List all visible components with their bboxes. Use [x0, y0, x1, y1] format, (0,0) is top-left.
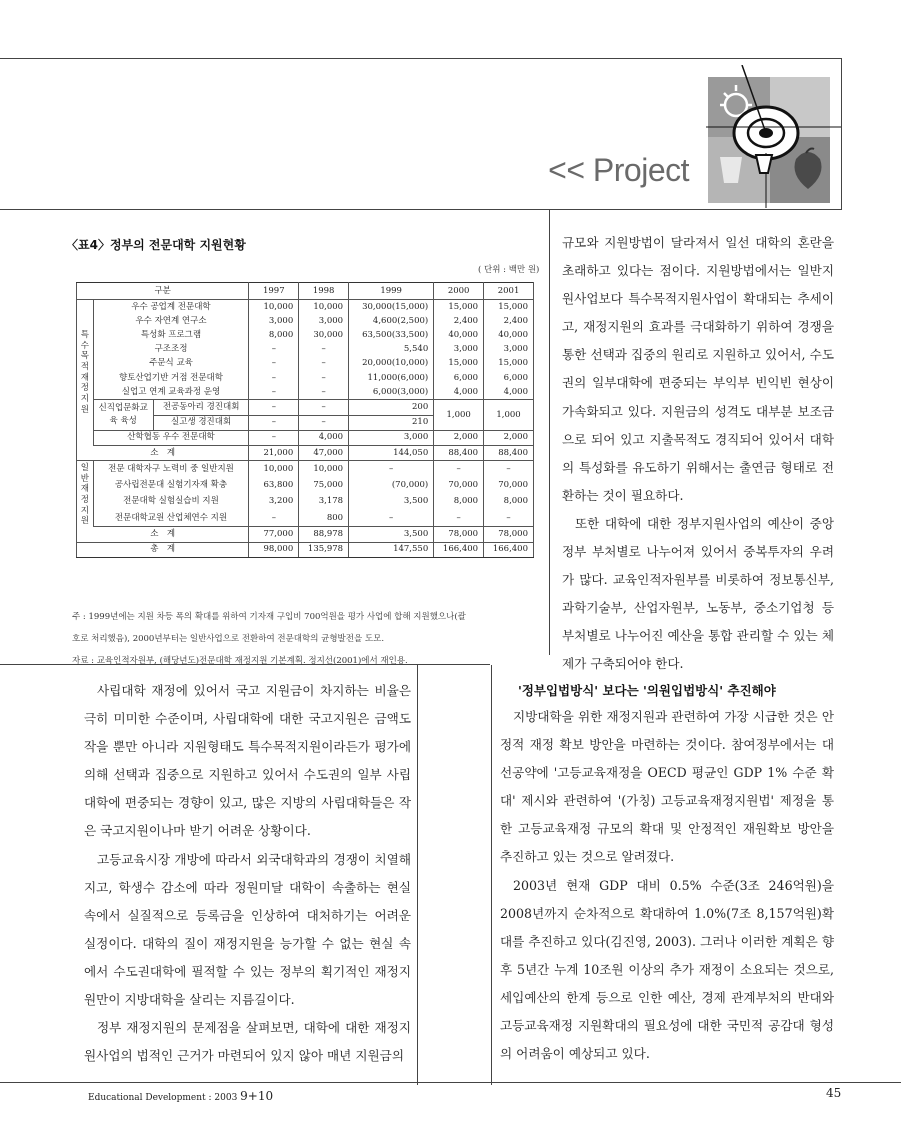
- cell: –: [249, 400, 299, 415]
- table-row: [77, 371, 534, 385]
- cell: 63,500(33,500): [349, 328, 434, 342]
- row-label: 전문대학 실험실습비 지원: [93, 494, 249, 510]
- subtotal-row: [77, 445, 534, 460]
- cell: 3,200: [249, 494, 299, 510]
- table-notes: [72, 606, 542, 672]
- cell: 3,000: [249, 314, 299, 328]
- cell: 3,500: [349, 527, 434, 542]
- cell: (70,000): [349, 477, 434, 493]
- cell: –: [299, 343, 349, 357]
- note-line: 호로 처리했음), 2000년부터는 일반사업으로 전환하여 전문대학의 균형발전을 도모.: [72, 634, 385, 644]
- note-line: 주 : 1999년에는 지원 차등 폭의 확대를 위하여 기자재 구입비 700억원을 평가 사업에 합해 지원했으나(괄: [72, 612, 466, 622]
- cell: 88,400: [484, 445, 534, 460]
- cell: 800: [299, 510, 349, 527]
- col-header-category: 구분: [77, 283, 249, 300]
- cell: –: [249, 415, 299, 430]
- row-label: 우수 자연계 연구소: [93, 314, 249, 328]
- total-row: [77, 542, 534, 557]
- cell: 144,050: [349, 445, 434, 460]
- cell: 70,000: [484, 477, 534, 493]
- row-label: 실고생 경진대회: [153, 415, 249, 430]
- cell: 3,000: [349, 430, 434, 445]
- cell: 200: [349, 400, 434, 415]
- cell: 147,550: [349, 542, 434, 557]
- page-number: 45: [826, 1086, 842, 1100]
- section-subheading: '정부입법방식' 보다는 '의원입법방식' 추진해야: [518, 683, 776, 698]
- subgroup-label: 신직업문화교육 육성: [93, 400, 153, 430]
- footer-journal: [88, 1089, 273, 1103]
- cell: 2,000: [434, 430, 484, 445]
- cell: 47,000: [299, 445, 349, 460]
- top-rule: [0, 58, 842, 59]
- row-label: 전문 대학자구 노력비 중 일반지원: [93, 461, 249, 478]
- cell: 3,000: [299, 314, 349, 328]
- cell: –: [484, 461, 534, 478]
- cell: –: [349, 461, 434, 478]
- right-column-top: [562, 229, 834, 679]
- cell: 10,000: [249, 461, 299, 478]
- cell: –: [249, 510, 299, 527]
- cell: 88,978: [299, 527, 349, 542]
- cell: –: [434, 461, 484, 478]
- cell: 78,000: [484, 527, 534, 542]
- cell: 166,400: [484, 542, 534, 557]
- cell: 30,000(15,000): [349, 300, 434, 315]
- support-table: [76, 282, 534, 558]
- cell: –: [299, 400, 349, 415]
- cell: 40,000: [434, 328, 484, 342]
- cell: 135,978: [299, 542, 349, 557]
- col-header-2000: 2000: [434, 283, 484, 300]
- cell: 166,400: [434, 542, 484, 557]
- table-row: [77, 430, 534, 445]
- table-row: [77, 328, 534, 342]
- cell: 15,000: [484, 300, 534, 315]
- cell: 78,000: [434, 527, 484, 542]
- table-row: [77, 300, 534, 315]
- col-header-1997: 1997: [249, 283, 299, 300]
- cell: 15,000: [434, 300, 484, 315]
- cell: 4,600(2,500): [349, 314, 434, 328]
- row-label: 특성화 프로그램: [93, 328, 249, 342]
- row-label: 전문대학교원 산업체연수 지원: [93, 510, 249, 527]
- group-label-special: 특수목적재정지원: [77, 300, 94, 446]
- column-divider-left: [417, 665, 418, 1085]
- table-caption: 〈표4〉정부의 전문대학 지원현황: [66, 238, 246, 252]
- top-right-border: [841, 58, 842, 210]
- col-header-2001: 2001: [484, 283, 534, 300]
- cell: 3,500: [349, 494, 434, 510]
- project-collage-icon: [706, 65, 841, 208]
- row-label: 소 계: [77, 527, 249, 542]
- cell: 10,000: [299, 300, 349, 315]
- issue-number: 9+10: [240, 1089, 274, 1103]
- paragraph: 또한 대학에 대한 정부지원사업의 예산이 중앙정부 부처별로 나누어져 있어서 중복투자의 우려가 많다. 교육인적자원부를 비롯하여 정보통신부, 과학기술부, 산업자원부, 노동부, 중소기업청 등 부처별로 나누어진 예산을 통합 관리할 수 있는 체제가 구축되어야 한다.: [562, 515, 834, 672]
- paragraph: 지방대학을 위한 재정지원과 관련하여 가장 시급한 것은 안정적 재정 확보 방안을 마련하는 것이다. 참여정부에서는 대선공약에 '고등교육재정을 OECD 평균인 GDP 1% 수준 확대' 제시와 관련하여 '(가칭) 고등교육재정지원법' 제정을 통한 고등교육재정 규모의 확대 및 안정적인 재원확보 방안을 추진하고 있는 것으로 알려졌다.: [500, 709, 834, 865]
- cell: 2,400: [434, 314, 484, 328]
- cell: 10,000: [249, 300, 299, 315]
- cell: 6,000(3,000): [349, 385, 434, 400]
- cell: 30,000: [299, 328, 349, 342]
- cell: –: [484, 510, 534, 527]
- cell: 8,000: [484, 494, 534, 510]
- row-label: 주문식 교육: [93, 357, 249, 371]
- row-label: 소 계: [77, 445, 249, 460]
- cell: 15,000: [484, 357, 534, 371]
- cell: 63,800: [249, 477, 299, 493]
- row-label: 구조조정: [93, 343, 249, 357]
- table-row: [77, 494, 534, 510]
- cell: 75,000: [299, 477, 349, 493]
- group-label-general: 일반재정지원: [77, 461, 94, 527]
- table-row: [77, 385, 534, 400]
- row-label: 향토산업기반 거점 전문대학: [93, 371, 249, 385]
- cell: –: [299, 371, 349, 385]
- cell: 3,000: [434, 343, 484, 357]
- cell: 98,000: [249, 542, 299, 557]
- table-unit: ( 단위 : 백만 원): [478, 265, 540, 275]
- footer-rule: [0, 1082, 901, 1083]
- cell: –: [299, 415, 349, 430]
- cell: 6,000: [434, 371, 484, 385]
- table-row: [77, 357, 534, 371]
- row-label: 전공동아리 경진대회: [153, 400, 249, 415]
- paragraph: 규모와 지원방법이 달라져서 일선 대학의 혼란을 초래하고 있다는 점이다. 지원방법에서는 일반지원사업보다 특수목적지원사업이 확대되는 추세이고, 재정지원의 효과를 극대화하기 위하여 경쟁을 통한 선택과 집중의 원리로 지원하고 있어서, 수도권의 일부대학에 편중되는 부익부 빈익빈 현상이 가속화되고 있다. 지원금의 성격도 대부분 보조금으로 되어 있고 지출목적도 경직되어 있어서 대학의 특성화를 유도하기 위해서는 출연금 형태로 전환하는 것이 필요하다.: [562, 235, 834, 503]
- table-row: [77, 461, 534, 478]
- col-header-1998: 1998: [299, 283, 349, 300]
- cell: –: [249, 430, 299, 445]
- cell: –: [299, 385, 349, 400]
- row-label: 산학협동 우수 전문대학: [93, 430, 249, 445]
- cell: 40,000: [484, 328, 534, 342]
- right-column-bottom: [500, 703, 834, 1068]
- cell: –: [434, 510, 484, 527]
- cell: –: [349, 510, 434, 527]
- row-label: 실업고 연계 교육과정 운영: [93, 385, 249, 400]
- cell-merged-2000: 1,000: [434, 400, 484, 430]
- column-divider-right: [491, 665, 492, 1085]
- paragraph: 2003년 현재 GDP 대비 0.5% 수준(3조 246억원)을 2008년까지 순차적으로 확대하여 1.0%(7조 8,157억원)확대를 추진하고 있다(김진영, 2003). 그러나 이러한 계획은 향후 5년간 누계 10조원 이상의 추가 재정이 소요되는 것으로, 세입예산의 한계 등으로 인한 예산, 경제 관계부처의 반대와 고등교육재정 지원확대의 필요성에 대한 국민적 공감대 형성의 어려움이 예상되고 있다.: [500, 877, 834, 1062]
- cell: –: [299, 357, 349, 371]
- cell: 3,000: [484, 343, 534, 357]
- section-title: << Project: [548, 152, 689, 188]
- cell: –: [249, 357, 299, 371]
- cell: 88,400: [434, 445, 484, 460]
- cell: 10,000: [299, 461, 349, 478]
- cell: 2,400: [484, 314, 534, 328]
- source-line: 자료 : 교육인적자원부, (해당년도)전문대학 재정지원 기본계획. 정지선(2001)에서 재인용.: [72, 656, 408, 666]
- table-header-row: [77, 283, 534, 300]
- header-rule: [0, 209, 842, 210]
- cell: 8,000: [249, 328, 299, 342]
- table-row: [77, 477, 534, 493]
- cell: –: [249, 343, 299, 357]
- journal-name: Educational Development : 2003: [88, 1093, 238, 1103]
- table-row: [77, 343, 534, 357]
- cell: 5,540: [349, 343, 434, 357]
- cell: 15,000: [434, 357, 484, 371]
- cell: –: [249, 371, 299, 385]
- left-column-bottom: [84, 677, 411, 1070]
- row-label: 우수 공업계 전문대학: [93, 300, 249, 315]
- paragraph: 정부 재정지원의 문제점을 살펴보면, 대학에 대한 재정지원사업의 법적인 근거가 마련되어 있지 않아 매년 지원금의: [84, 1020, 411, 1064]
- column-divider-top: [549, 210, 550, 655]
- row-label: 공사립전문대 실험기자재 확충: [93, 477, 249, 493]
- cell: 8,000: [434, 494, 484, 510]
- cell-merged-2001: 1,000: [484, 400, 534, 430]
- table-row: [77, 400, 534, 415]
- cell: 210: [349, 415, 434, 430]
- paragraph: 사립대학 재정에 있어서 국고 지원금이 차지하는 비율은 극히 미미한 수준이며, 사립대학에 대한 국고지원은 금액도 작을 뿐만 아니라 지원형태도 특수목적지원이라든가 평가에 의해 선택과 집중으로 지원하고 있어서 수도권의 일부 사립대학에 편중되는 경향이 있고, 많은 지방의 사립대학들은 작은 국고지원이나마 받기 어려운 상황이다.: [84, 683, 411, 839]
- cell: 11,000(6,000): [349, 371, 434, 385]
- subtotal-row: [77, 527, 534, 542]
- cell: 6,000: [484, 371, 534, 385]
- cell: 3,178: [299, 494, 349, 510]
- cell: 4,000: [299, 430, 349, 445]
- cell: 4,000: [434, 385, 484, 400]
- cell: 77,000: [249, 527, 299, 542]
- cell: 20,000(10,000): [349, 357, 434, 371]
- cell: 2,000: [484, 430, 534, 445]
- cell: 21,000: [249, 445, 299, 460]
- cell: 70,000: [434, 477, 484, 493]
- paragraph: 고등교육시장 개방에 따라서 외국대학과의 경쟁이 치열해지고, 학생수 감소에 따라 정원미달 대학이 속출하는 현실 속에서 실질적으로 등록금을 인상하여 대처하기는 어려운 실정이다. 대학의 질이 재정지원을 능가할 수 없는 현실 속에서 수도권대학에 필적할 수 있는 정부의 획기적인 재정지원만이 지방대학을 살리는 지름길이다.: [84, 851, 411, 1008]
- table-row: [77, 510, 534, 527]
- col-header-1999: 1999: [349, 283, 434, 300]
- cell: 4,000: [484, 385, 534, 400]
- cell: –: [249, 385, 299, 400]
- table-row: [77, 314, 534, 328]
- row-label: 총 계: [77, 542, 249, 557]
